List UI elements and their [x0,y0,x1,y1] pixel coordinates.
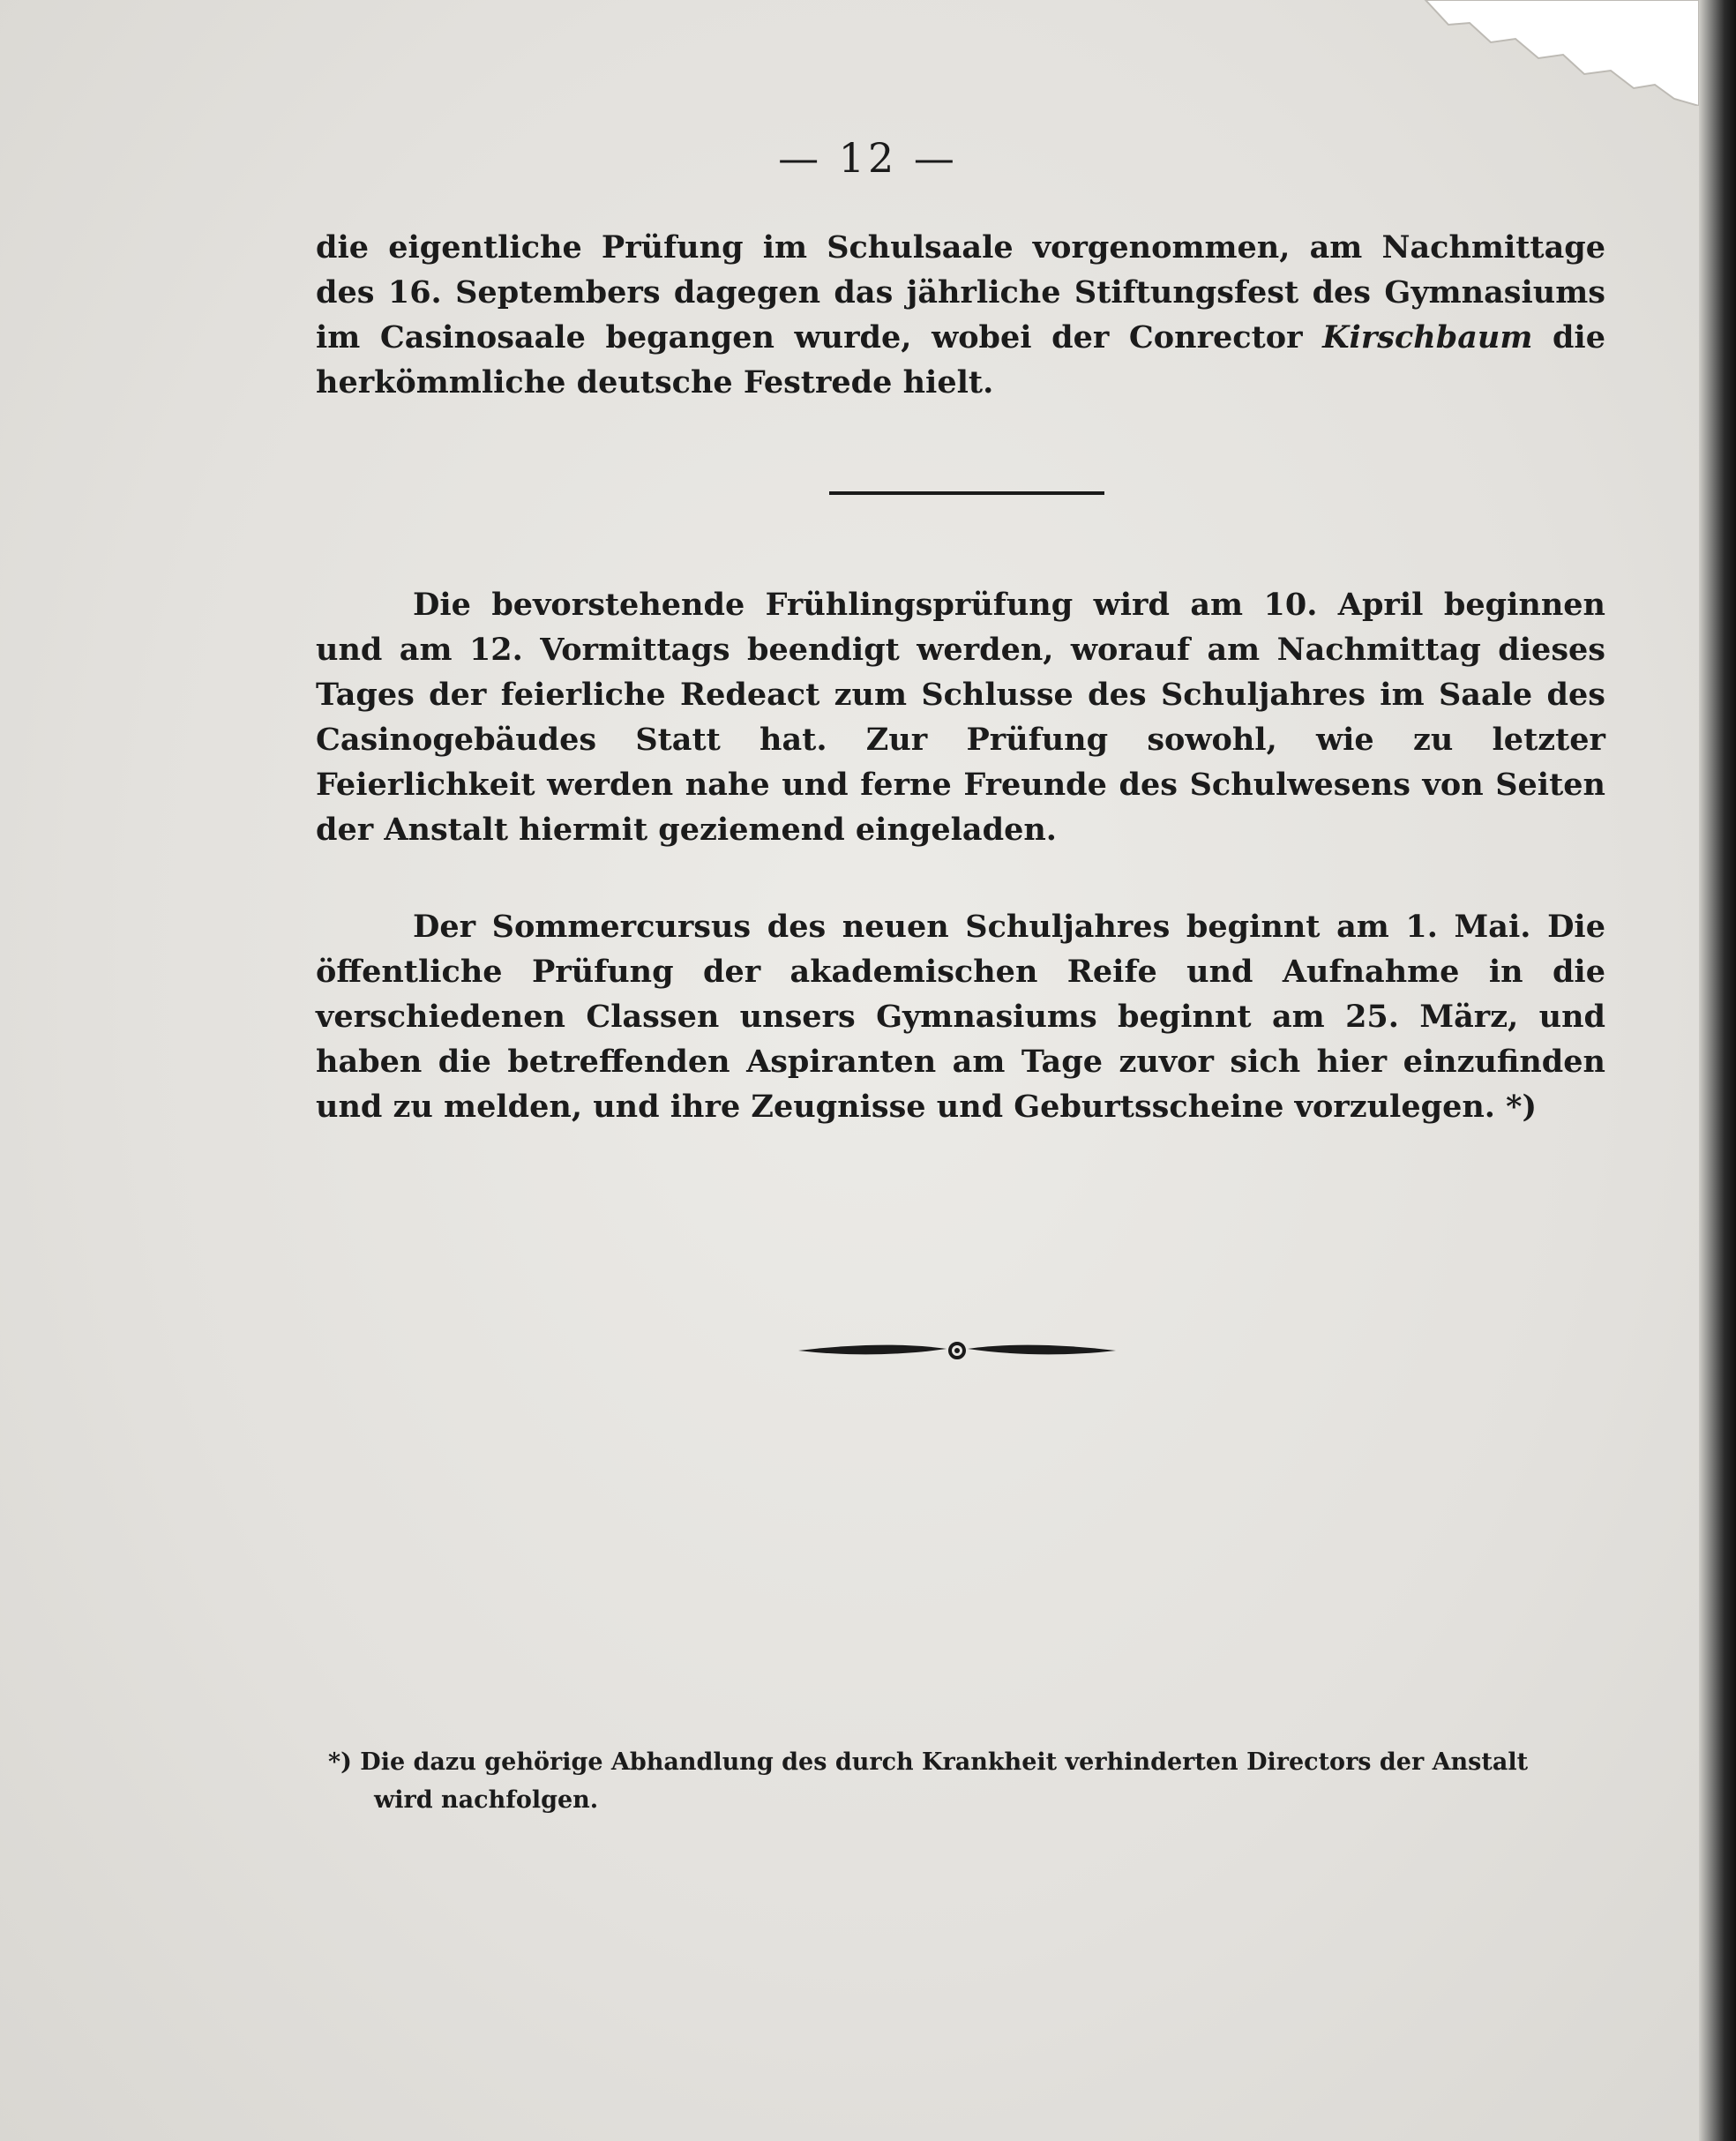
paragraph-text-end: die herkömmliche deutsche Festrede hielt. [316,319,1605,401]
torn-paper-corner [1134,0,1699,106]
binding-edge-shadow [1699,0,1736,2141]
paragraph-exam-and-festival [316,225,1605,405]
footnote [328,1743,1607,1819]
paragraph-summer-course: Der Sommercursus des neuen Schuljahres beginnt am 1. Mai. Die öffentliche Prüfung der akademischen Reife und Aufnahme in die verschiedenen Classen unsers Gymnasiums beginnt am 25. März, und haben die betreffenden Aspiranten am Tage zuvor sich hier einzufinden und zu melden, und ihre Zeugnisse und Geburtsscheine vorzulegen. *) [316,909,1605,1125]
decorative-ornament [798,1330,1116,1371]
page-number: — 12 — [778,134,958,182]
paragraph-spring-exam: Die bevorstehende Frühlingsprüfung wird am 10. April beginnen und am 12. Vormittags beendigt werden, worauf am Nachmittag dieses Tages der feierliche Redeact zum Schlusse des Schuljahres im Saale des Casinogebäudes Statt hat. Zur Prüfung sowohl, wie zu letzter Feierlichkeit werden nahe und ferne Freunde des Schulwesens von Seiten der Anstalt hiermit geziemend eingeladen. [316,587,1605,848]
paragraph-text-start: die eigentliche Prüfung im Schulsaale vorgenommen, am Nachmittage des 16. Septembers dagegen das jährliche Stiftungsfest des Gymnasiums im Casinosaale begangen wurde, wobei der Conrector [316,229,1605,356]
footnote-line-2: wird nachfolgen. [374,1786,599,1814]
section-divider-rule [829,491,1104,495]
footnote-line-1: *) Die dazu gehörige Abhandlung des durch Krankheit verhinderten Directors der Anstalt [328,1748,1529,1776]
person-name-kirschbaum: Kirschbaum [1322,319,1533,356]
